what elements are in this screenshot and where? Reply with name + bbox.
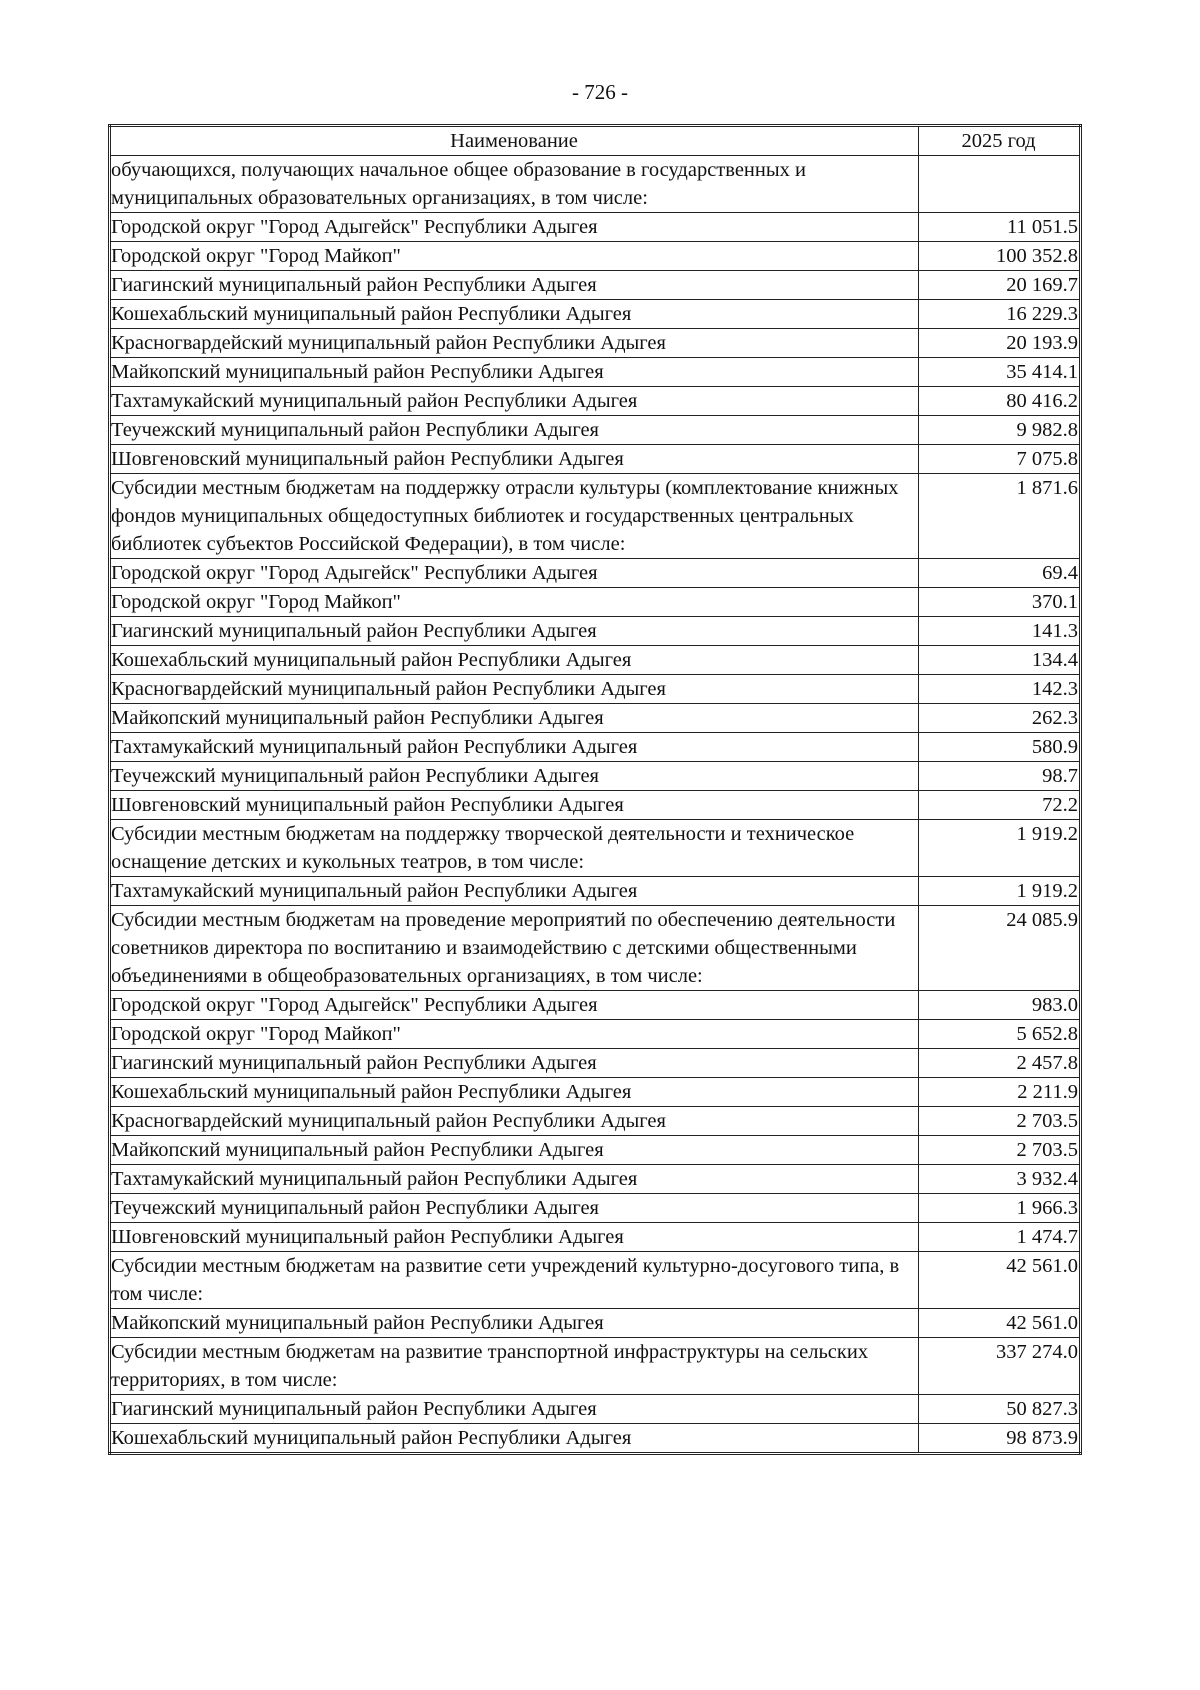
table-row: [110, 271, 1081, 300]
row-name: Тахтамукайский муниципальный район Республики Адыгея: [110, 877, 919, 906]
table-row: [110, 877, 1081, 906]
row-value: 262.3: [919, 704, 1081, 733]
row-name: Гиагинский муниципальный район Республики Адыгея: [110, 271, 919, 300]
table-row: [110, 1223, 1081, 1252]
row-value: 80 416.2: [919, 387, 1081, 416]
row-name: Теучежский муниципальный район Республики Адыгея: [110, 416, 919, 445]
row-value: 5 652.8: [919, 1020, 1081, 1049]
row-value: 69.4: [919, 559, 1081, 588]
table-row: [110, 704, 1081, 733]
table-row: [110, 906, 1081, 991]
table-row: [110, 1107, 1081, 1136]
row-name: Гиагинский муниципальный район Республики Адыгея: [110, 617, 919, 646]
row-value: 580.9: [919, 733, 1081, 762]
table-row: [110, 1338, 1081, 1395]
table-row: [110, 820, 1081, 877]
row-value: 1 474.7: [919, 1223, 1081, 1252]
row-name: Субсидии местным бюджетам на развитие сети учреждений культурно-досугового типа, в том числе:: [110, 1252, 919, 1309]
table-row: [110, 588, 1081, 617]
row-name: Красногвардейский муниципальный район Республики Адыгея: [110, 675, 919, 704]
row-name: Тахтамукайский муниципальный район Республики Адыгея: [110, 1165, 919, 1194]
table-body: [110, 156, 1081, 1454]
table-row: [110, 1395, 1081, 1424]
row-name: Тахтамукайский муниципальный район Республики Адыгея: [110, 733, 919, 762]
table-row: [110, 991, 1081, 1020]
table-row: [110, 617, 1081, 646]
row-value: 3 932.4: [919, 1165, 1081, 1194]
row-value: 1 919.2: [919, 877, 1081, 906]
row-name: Городской округ "Город Адыгейск" Республики Адыгея: [110, 991, 919, 1020]
row-value: 1 966.3: [919, 1194, 1081, 1223]
row-value: 42 561.0: [919, 1309, 1081, 1338]
row-name: обучающихся, получающих начальное общее образование в государственных и муниципальных образовательных организациях, в том числе:: [110, 156, 919, 213]
row-value: 2 703.5: [919, 1136, 1081, 1165]
row-name: Городской округ "Город Майкоп": [110, 1020, 919, 1049]
table-row: [110, 213, 1081, 242]
table-row: [110, 1049, 1081, 1078]
row-name: Шовгеновский муниципальный район Республики Адыгея: [110, 791, 919, 820]
table-row: [110, 300, 1081, 329]
row-name: Городской округ "Город Адыгейск" Республики Адыгея: [110, 213, 919, 242]
row-value: 1 919.2: [919, 820, 1081, 877]
row-name: Красногвардейский муниципальный район Республики Адыгея: [110, 329, 919, 358]
table-row: [110, 1309, 1081, 1338]
row-name: Майкопский муниципальный район Республики Адыгея: [110, 704, 919, 733]
row-value: 20 169.7: [919, 271, 1081, 300]
table-row: [110, 733, 1081, 762]
row-value: 2 211.9: [919, 1078, 1081, 1107]
header-year: 2025 год: [919, 126, 1081, 156]
row-value: 370.1: [919, 588, 1081, 617]
row-name: Субсидии местным бюджетам на развитие транспортной инфраструктуры на сельских территориях, в том числе:: [110, 1338, 919, 1395]
row-value: 9 982.8: [919, 416, 1081, 445]
row-value: 7 075.8: [919, 445, 1081, 474]
table-row: [110, 1165, 1081, 1194]
table-row: [110, 646, 1081, 675]
row-value: 1 871.6: [919, 474, 1081, 559]
row-name: Городской округ "Город Майкоп": [110, 242, 919, 271]
row-name: Теучежский муниципальный район Республики Адыгея: [110, 762, 919, 791]
row-value: 72.2: [919, 791, 1081, 820]
row-value: 50 827.3: [919, 1395, 1081, 1424]
table-row: [110, 1424, 1081, 1454]
row-value: 141.3: [919, 617, 1081, 646]
table-row: [110, 762, 1081, 791]
table-row: [110, 474, 1081, 559]
row-value: 134.4: [919, 646, 1081, 675]
row-name: Теучежский муниципальный район Республики Адыгея: [110, 1194, 919, 1223]
table-row: [110, 559, 1081, 588]
header-name: Наименование: [110, 126, 919, 156]
row-name: Майкопский муниципальный район Республики Адыгея: [110, 358, 919, 387]
table-row: [110, 387, 1081, 416]
row-value: 20 193.9: [919, 329, 1081, 358]
row-name: Городской округ "Город Адыгейск" Республики Адыгея: [110, 559, 919, 588]
row-value: 11 051.5: [919, 213, 1081, 242]
page-number: - 726 -: [572, 80, 628, 104]
row-value: 98.7: [919, 762, 1081, 791]
table-row: [110, 1136, 1081, 1165]
row-value: 98 873.9: [919, 1424, 1081, 1454]
row-name: Городской округ "Город Майкоп": [110, 588, 919, 617]
row-value: [919, 156, 1081, 213]
row-name: Субсидии местным бюджетам на проведение мероприятий по обеспечению деятельности советников директора по воспитанию и взаимодействию с детскими общественными объединениями в общеобразовательных организациях, в том числе:: [110, 906, 919, 991]
row-name: Кошехабльский муниципальный район Республики Адыгея: [110, 1078, 919, 1107]
row-value: 2 703.5: [919, 1107, 1081, 1136]
table-row: [110, 445, 1081, 474]
row-name: Субсидии местным бюджетам на поддержку творческой деятельности и техническое оснащение детских и кукольных театров, в том числе:: [110, 820, 919, 877]
table-row: [110, 1078, 1081, 1107]
table-row: [110, 416, 1081, 445]
row-name: Тахтамукайский муниципальный район Республики Адыгея: [110, 387, 919, 416]
table-row: [110, 1252, 1081, 1309]
table-row: [110, 358, 1081, 387]
row-value: 337 274.0: [919, 1338, 1081, 1395]
row-name: Майкопский муниципальный район Республики Адыгея: [110, 1309, 919, 1338]
row-name: Кошехабльский муниципальный район Республики Адыгея: [110, 1424, 919, 1454]
table-row: [110, 156, 1081, 213]
row-value: 142.3: [919, 675, 1081, 704]
table-row: [110, 791, 1081, 820]
budget-table: [108, 124, 1082, 1455]
row-value: 42 561.0: [919, 1252, 1081, 1309]
row-name: Майкопский муниципальный район Республики Адыгея: [110, 1136, 919, 1165]
table-row: [110, 675, 1081, 704]
row-name: Кошехабльский муниципальный район Республики Адыгея: [110, 646, 919, 675]
row-value: 24 085.9: [919, 906, 1081, 991]
table-row: [110, 242, 1081, 271]
row-name: Субсидии местным бюджетам на поддержку отрасли культуры (комплектование книжных фондов муниципальных общедоступных библиотек и государственных центральных библиотек субъектов Российской Федерации), в том числе:: [110, 474, 919, 559]
table-row: [110, 329, 1081, 358]
row-name: Шовгеновский муниципальный район Республики Адыгея: [110, 445, 919, 474]
row-value: 16 229.3: [919, 300, 1081, 329]
table-header-row: [110, 126, 1081, 156]
row-name: Шовгеновский муниципальный район Республики Адыгея: [110, 1223, 919, 1252]
table-row: [110, 1020, 1081, 1049]
row-value: 35 414.1: [919, 358, 1081, 387]
row-name: Гиагинский муниципальный район Республики Адыгея: [110, 1395, 919, 1424]
row-name: Гиагинский муниципальный район Республики Адыгея: [110, 1049, 919, 1078]
row-value: 983.0: [919, 991, 1081, 1020]
row-value: 2 457.8: [919, 1049, 1081, 1078]
row-value: 100 352.8: [919, 242, 1081, 271]
row-name: Кошехабльский муниципальный район Республики Адыгея: [110, 300, 919, 329]
table-row: [110, 1194, 1081, 1223]
row-name: Красногвардейский муниципальный район Республики Адыгея: [110, 1107, 919, 1136]
